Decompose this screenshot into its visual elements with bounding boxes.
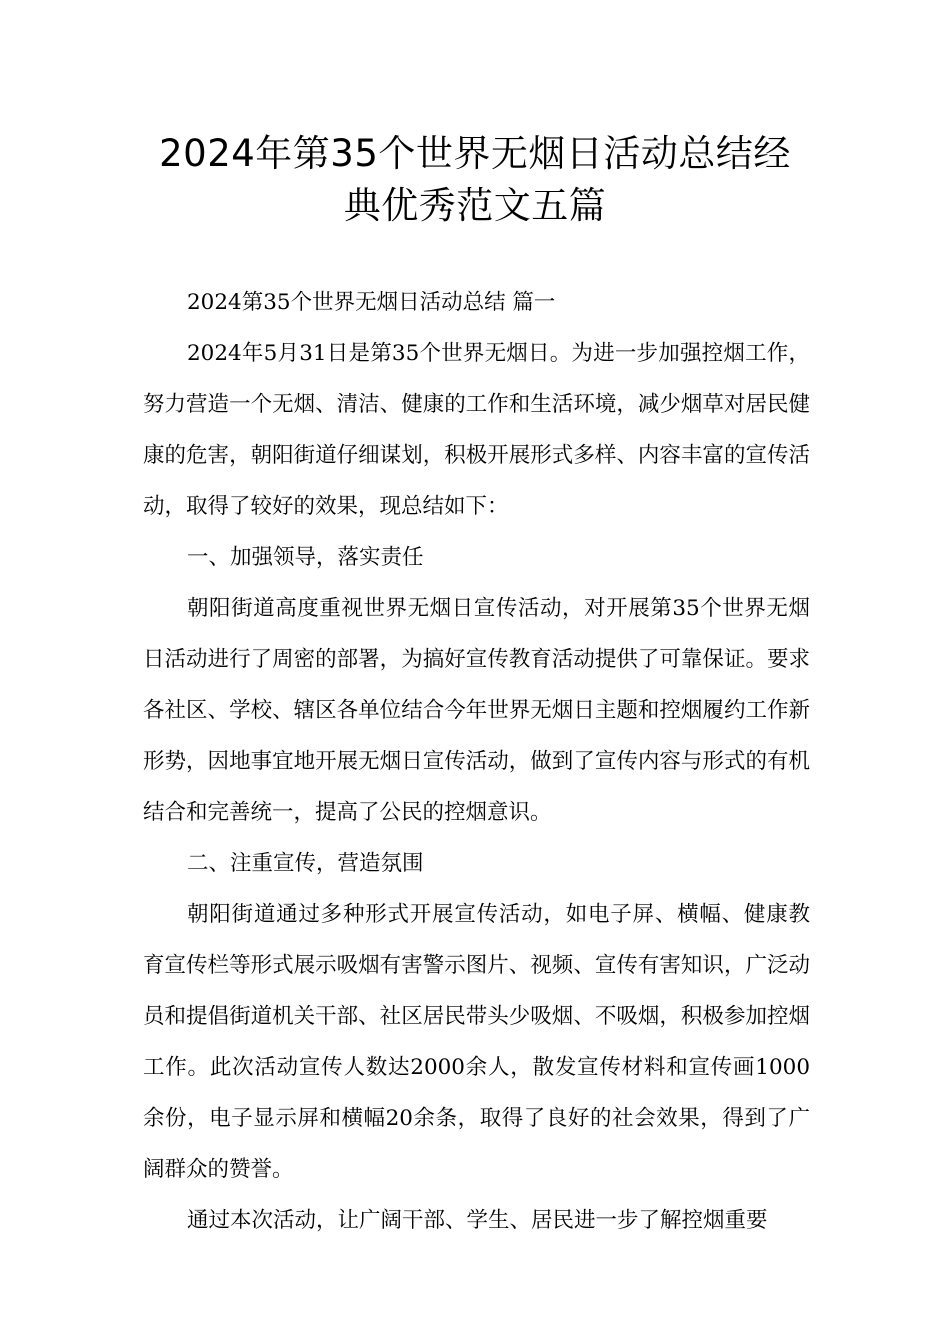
document-title-line-2: 典优秀范文五篇 xyxy=(343,184,607,227)
section-heading-article-one: 2024第35个世界无烟日活动总结 篇一 xyxy=(187,290,556,315)
section-heading-publicity: 二、注重宣传，营造氛围 xyxy=(187,851,424,876)
document-body xyxy=(143,277,810,1246)
publicity-paragraph: 朝阳街道通过多种形式开展宣传活动，如电子屏、横幅、健康教育宣传栏等形式展示吸烟有害警示图片、视频、宣传有害知识，广泛动员和提倡街道机关干部、社区居民带头少吸烟、不吸烟，积极参加控烟工作。此次活动宣传人数达2000余人，散发宣传材料和宣传画1000余份，电子显示屏和横幅20余条，取得了良好的社会效果，得到了广阔群众的赞誉。 xyxy=(143,902,810,1182)
conclusion-paragraph: 通过本次活动，让广阔干部、学生、居民进一步了解控烟重要 xyxy=(187,1208,768,1233)
leadership-paragraph: 朝阳街道高度重视世界无烟日宣传活动，对开展第35个世界无烟日活动进行了周密的部署，为搞好宣传教育活动提供了可靠保证。要求各社区、学校、辖区各单位结合今年世界无烟日主题和控烟履约工作新形势，因地事宜地开展无烟日宣传活动，做到了宣传内容与形式的有机结合和完善统一，提高了公民的控烟意识。 xyxy=(143,596,810,825)
intro-paragraph: 2024年5月31日是第35个世界无烟日。为进一步加强控烟工作，努力营造一个无烟、清洁、健康的工作和生活环境，减少烟草对居民健康的危害，朝阳街道仔细谋划，积极开展形式多样、内容丰富的宣传活动，取得了较好的效果，现总结如下： xyxy=(143,341,810,519)
document-title-line-1: 2024年第35个世界无烟日活动总结经 xyxy=(159,132,791,175)
section-heading-leadership: 一、加强领导，落实责任 xyxy=(187,545,424,570)
